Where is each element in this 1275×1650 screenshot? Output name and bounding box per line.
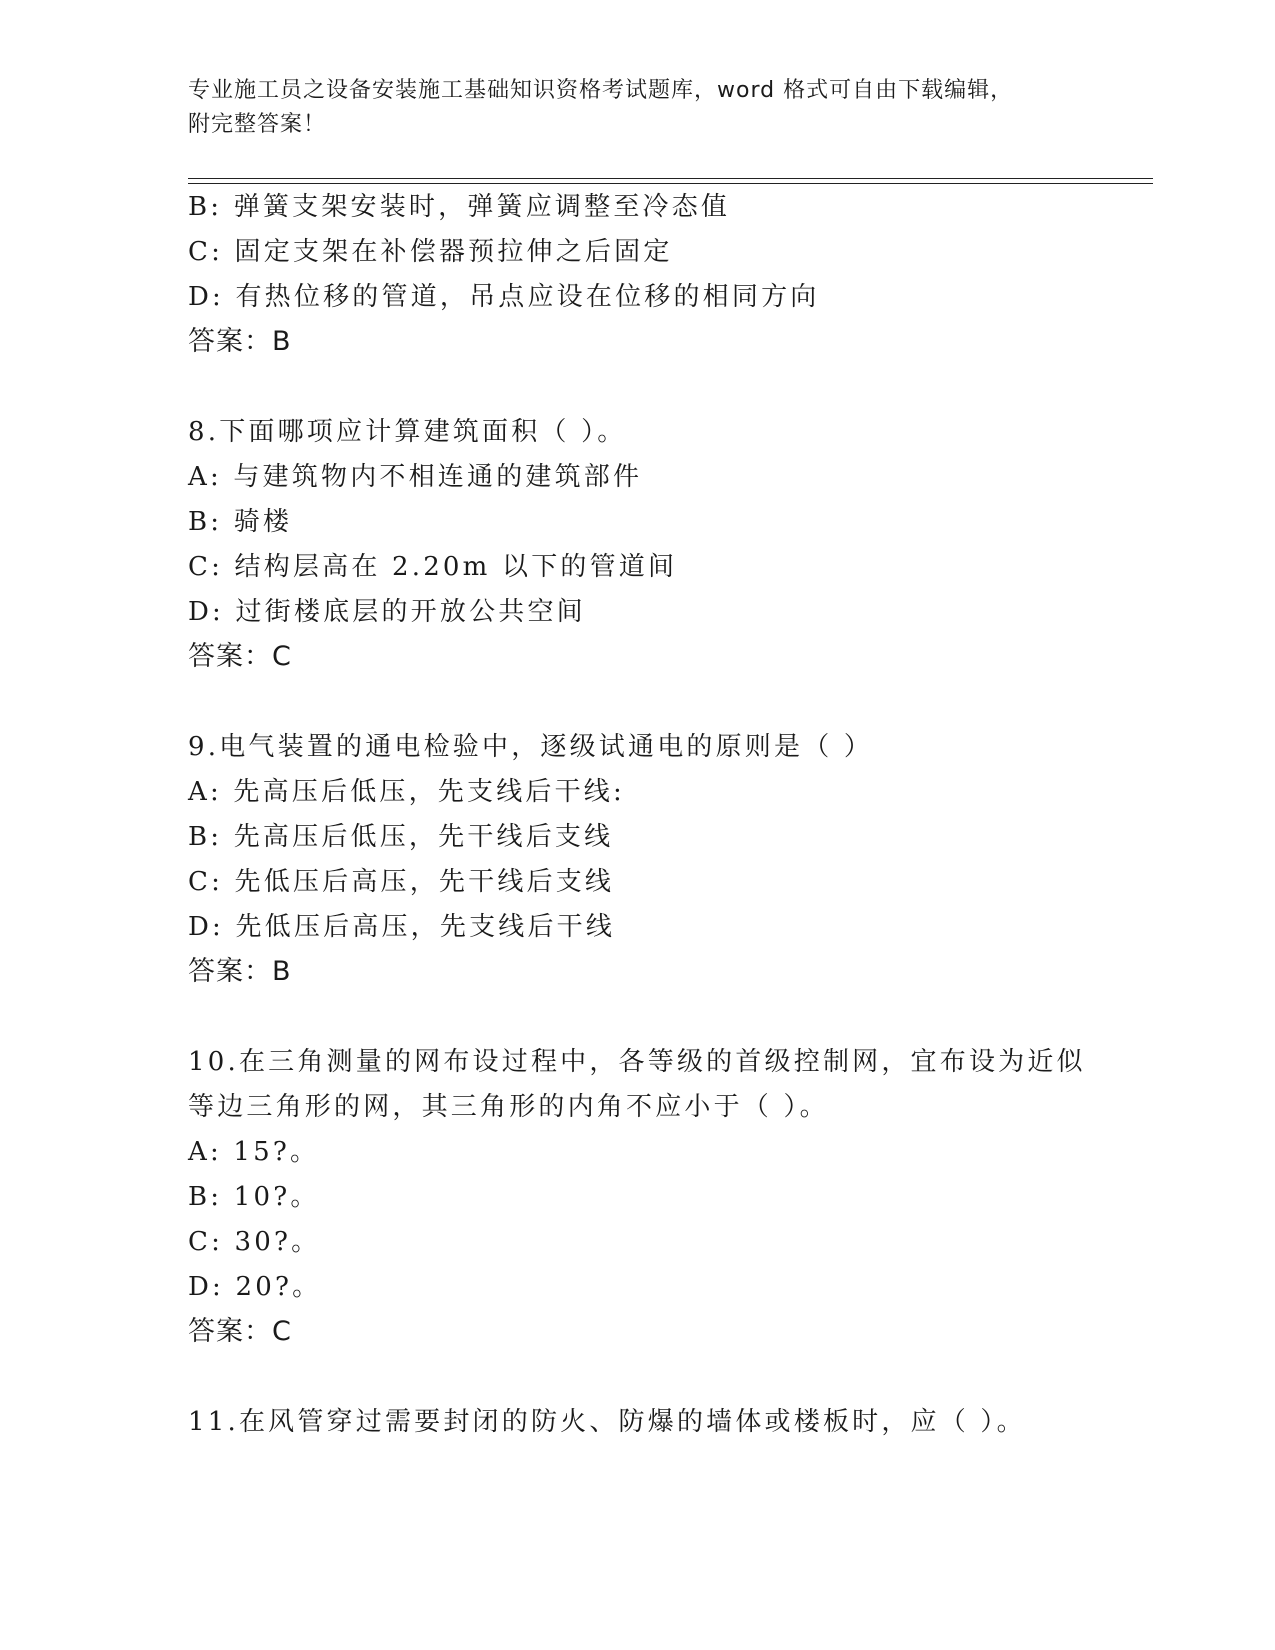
q8-option-a: A: 与建筑物内不相连通的建筑部件 (188, 462, 643, 492)
header-line-1: 专业施工员之设备安装施工基础知识资格考试题库，word 格式可自由下载编辑， (188, 78, 1014, 103)
answer: 答案：B (188, 326, 292, 357)
question-10-line-1: 10.在三角测量的网布设过程中，各等级的首级控制网，宜布设为近似 (188, 1047, 1086, 1077)
header-rule-bottom (188, 183, 1153, 184)
q10-option-c: C: 30?。 (188, 1227, 321, 1257)
q9-option-b: B: 先高压后低压，先干线后支线 (188, 822, 614, 852)
option-b: B: 弹簧支架安装时，弹簧应调整至冷态值 (188, 192, 731, 222)
q10-answer: 答案：C (188, 1316, 292, 1347)
question-9: 9.电气装置的通电检验中，逐级试通电的原则是（ ） (188, 732, 874, 762)
q8-option-b: B: 骑楼 (188, 507, 293, 537)
q10-option-a: A: 15?。 (188, 1137, 320, 1167)
q8-option-c: C: 结构层高在 2.20m 以下的管道间 (188, 552, 678, 582)
question-10-line-2: 等边三角形的网，其三角形的内角不应小于（ ）。 (188, 1092, 829, 1122)
document-header (188, 74, 1088, 142)
q9-option-d: D: 先低压后高压，先支线后干线 (188, 912, 616, 942)
question-8: 8.下面哪项应计算建筑面积（ ）。 (188, 417, 627, 447)
q9-option-a: A: 先高压后低压，先支线后干线: (188, 777, 625, 807)
header-rule-top (188, 178, 1153, 179)
option-c: C: 固定支架在补偿器预拉伸之后固定 (188, 237, 673, 267)
question-11: 11.在风管穿过需要封闭的防火、防爆的墙体或楼板时，应（ ）。 (188, 1407, 1026, 1437)
header-line-2: 附完整答案！ (188, 112, 327, 137)
q10-option-b: B: 10?。 (188, 1182, 320, 1212)
q9-option-c: C: 先低压后高压，先干线后支线 (188, 867, 615, 897)
q8-option-d: D: 过街楼底层的开放公共空间 (188, 597, 586, 627)
q8-answer: 答案：C (188, 641, 292, 672)
q9-answer: 答案：B (188, 956, 292, 987)
q10-option-d: D: 20?。 (188, 1272, 322, 1302)
option-d: D: 有热位移的管道，吊点应设在位移的相同方向 (188, 282, 820, 312)
